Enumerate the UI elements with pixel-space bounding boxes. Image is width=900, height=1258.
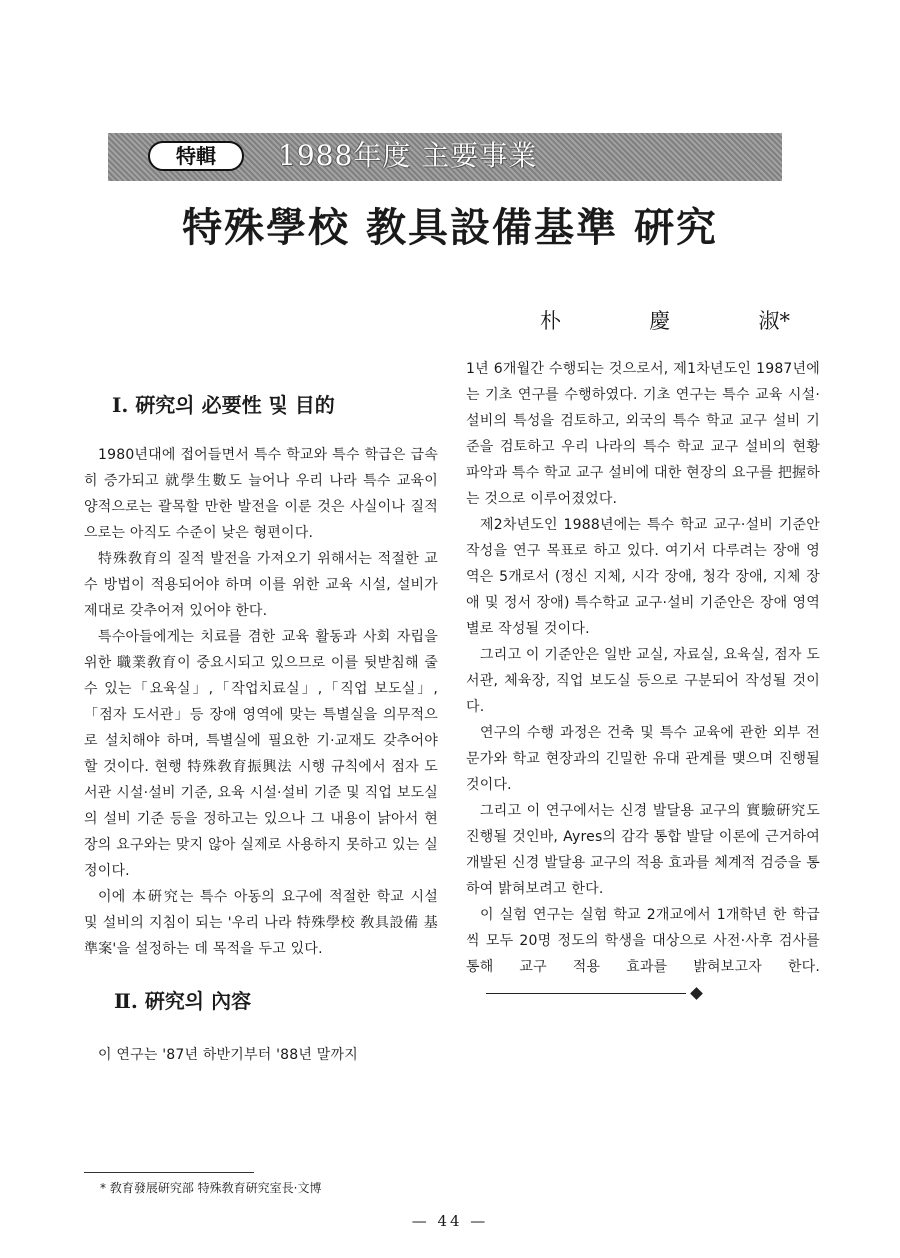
diamond-icon (690, 987, 703, 1000)
author-char: 淑* (758, 309, 790, 333)
paragraph: 그리고 이 연구에서는 신경 발달용 교구의 實驗硏究도 진행될 것인바, Ayres의 감각 통합 발달 이론에 근거하여 개발된 신경 발달용 교구의 적용 효과를 체계적 검증을 통하여 밝혀보려고 한다. (466, 803, 820, 897)
page-title: 特殊學校 教具設備基準 硏究 (182, 204, 718, 251)
footnote-divider (84, 1172, 254, 1173)
paragraph-last (466, 902, 820, 1006)
page-number: — 44 — (411, 1212, 489, 1230)
author-name (540, 306, 790, 336)
section-banner (108, 133, 782, 181)
paragraph: 그리고 이 기준안은 일반 교실, 자료실, 요육실, 점자 도서관, 체육장, 직업 보도실 등으로 구분되어 작성될 것이다. (466, 647, 820, 715)
paragraph: 이 연구는 '87년 하반기부터 '88년 말까지 (98, 1047, 358, 1063)
author-char: 慶 (649, 309, 671, 333)
paragraph: 特殊敎育의 질적 발전을 가져오기 위해서는 적절한 교수 방법이 적용되어야 하며 이를 위한 교육 시설, 설비가 제대로 갖추어져 있어야 한다. (84, 551, 438, 619)
paragraph-text: 이 실험 연구는 실험 학교 2개교에서 1개학년 한 학급씩 모두 20명 정도의 학생을 대상으로 사전·사후 검사를 통해 교구 적용 효과를 밝혀보고자 한다. (466, 907, 820, 975)
paragraph: 이에 本硏究는 특수 아동의 요구에 적절한 학교 시설 및 설비의 지침이 되는 '우리 나라 特殊學校 敎具設備 基準案'을 설정하는 데 목적을 두고 있다. (84, 889, 438, 957)
end-rule (486, 993, 686, 994)
left-column (84, 370, 438, 1068)
right-column (466, 356, 820, 1006)
section-heading-1: Ⅰ. 硏究의 必要性 및 目的 (112, 393, 335, 417)
author-char: 朴 (540, 309, 561, 333)
paragraph: 특수아들에게는 치료를 겸한 교육 활동과 사회 자립을 위한 職業敎育이 중요시되고 있으므로 이를 뒷받침해 줄 수 있는「요육실」,「작업치료실」,「직업 보도실」,「점자 도서관」등 장애 영역에 맞는 특별실을 의무적으로 설치해야 하며, 특별실에 필요한 기·교재도 갖추어야 할 것이다. 현행 特殊敎育振興法 시행 규칙에서 점자 도서관 시설·설비 기준, 요육 시설·설비 기준 및 직업 보도실의 설비 기준 등을 정하고는 있으나 그 내용이 낡아서 현장의 요구와는 맞지 않아 실제로 사용하지 못하고 있는 실정이다. (84, 629, 438, 879)
paragraph: 1980년대에 접어들면서 특수 학교와 특수 학급은 급속히 증가되고 就學生數도 늘어나 우리 나라 특수 교육이 양적으로는 괄목할 만한 발전을 이룬 것은 사실이나 질적으로는 아직도 수준이 낮은 형편이다. (84, 447, 438, 541)
paragraph: 1년 6개월간 수행되는 것으로서, 제1차년도인 1987년에는 기초 연구를 수행하였다. 기초 연구는 특수 교육 시설·설비의 특성을 검토하고, 외국의 특수 학교 교구 설비 기준을 검토하고 우리 나라의 특수 학교 교구 설비의 현황 파악과 특수 학교 교구 설비에 대한 현장의 요구를 把握하는 것으로 이루어졌었다. (466, 361, 820, 507)
section-heading-2: Ⅱ. 硏究의 內容 (114, 989, 252, 1013)
banner-title: 1988年度 主要事業 (278, 139, 538, 172)
footnote: * 敎育發展硏究部 特殊敎育硏究室長·文博 (100, 1181, 322, 1195)
end-mark (472, 980, 701, 1006)
banner-tag: 特輯 (148, 141, 244, 171)
paragraph: 연구의 수행 과정은 건축 및 특수 교육에 관한 외부 전문가와 학교 현장과의 긴밀한 유대 관계를 맺으며 진행될 것이다. (466, 725, 820, 793)
paragraph: 제2차년도인 1988년에는 특수 학교 교구·설비 기준안 작성을 연구 목표로 하고 있다. 여기서 다루려는 장애 영역은 5개로서 (정신 지체, 시각 장애, 청각 장애, 지체 장애 및 정서 장애) 특수학교 교구·설비 기준안은 장애 영역별로 작성될 것이다. (466, 517, 820, 637)
